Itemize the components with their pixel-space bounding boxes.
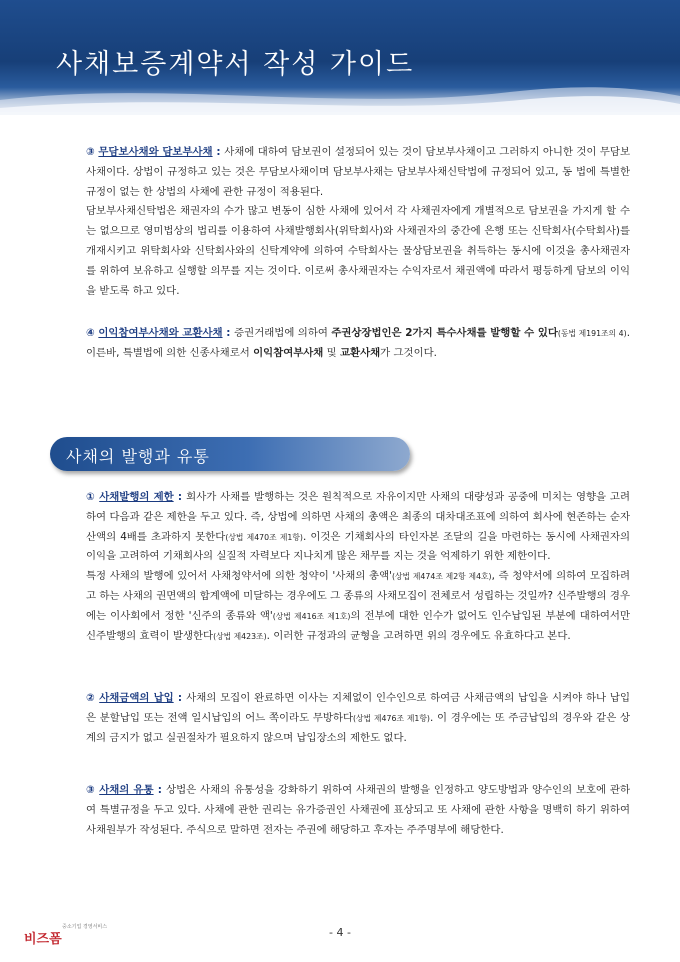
item-secured-bonds	[86, 143, 630, 309]
page-number: - 4 -	[329, 926, 351, 939]
item-bond-payment	[86, 689, 630, 769]
item-number: ④	[86, 327, 95, 339]
item-text: 특정 사채의 발행에 있어서 사채청약서에 의한 청약이 '사채의 총액'	[86, 570, 392, 583]
item-bond-circulation	[86, 781, 630, 861]
item-text: 및	[323, 346, 340, 359]
brand-logo: 비즈폼	[24, 932, 62, 947]
item-colon: :	[173, 491, 187, 503]
legal-citation: (상법 제474조 제2항 제4호)	[391, 572, 492, 582]
item-text: 가 그것이다.	[380, 346, 437, 359]
legal-citation: (상법 제416조 제1호)	[272, 611, 351, 621]
page-header	[0, 0, 680, 112]
item-text: 증권거래법에 의하여	[234, 327, 332, 339]
legal-citation: (동법 제191조의 4)	[557, 329, 627, 338]
item-text: 사채에 대하여 담보권이 설정되어 있는 것이 담보부사채이고 그러하지 아니한 것이 무담보사채이다. 상법이 규정하고 있는 것은 무담보사채이며 담보부사채는 담보부사채신탁법에 규정되어 있고, 동 법에 특별한 규정이 없는 한 상법의 사채에 관한 규정이 적용된다.	[86, 146, 630, 198]
item-text: . 이른바, 특별법에 의한 신종사채로서	[86, 327, 630, 359]
legal-citation: (상법 제476조 제1항)	[353, 713, 430, 723]
section-title: 사채의 발행과 유통	[66, 447, 210, 466]
item-term: 이익참여부사채와 교환사채	[98, 327, 223, 339]
item-text-2: 담보부사채신탁법은 채권자의 수가 많고 변동이 심한 사채에 있어서 각 사채권자에게 개별적으로 담보권을 가지게 할 수는 없으므로 영미법상의 법리를 이용하여 사채발행회사(위탁회사)와 사채권자의 중간에 은행 또는 신탁회사(수탁회사)를 개재시키고 위탁회사와 신탁회사와의 신탁계약에 의하여 수탁회사는 물상담보권을 취득하는 동시에 이것을 총사채권자를 위하여 보유하고 실행할 의무를 지는 것이다. 이로써 총사채권자는 수익자로서 채권액에 따라서 평등하게 담보의 이익을 받도록 하고 있다.	[86, 205, 630, 297]
item-text: 회사가 사채를 발행하는 것은 원칙적으로 자유이지만 사채의 대량성과 공중에 미치는 영향을 고려하여 다음과 같은 제한을 두고 있다. 즉, 상법에 의하면 사채의 총액은 최종의 대차대조표에 의하여 회사에 현존하는 순자산액의 4배를 초과하지 못한다	[86, 491, 631, 543]
item-number: ③	[86, 784, 96, 796]
item-term: 사채금액의 납입	[99, 692, 174, 704]
item-number: ②	[86, 692, 96, 704]
item-term: 사채의 유통	[99, 784, 154, 796]
item-number: ①	[86, 491, 96, 503]
brand-logo-subtitle: 중소기업 경영서비스	[62, 924, 108, 930]
item-profit-sharing-bonds	[86, 324, 630, 366]
item-number: ③	[86, 146, 95, 158]
page-title: 사채보증계약서 작성 가이드	[56, 49, 415, 80]
item-text: . 이러한 규정과의 균형을 고려하면 위의 경우에도 유효하다고 본다.	[266, 629, 571, 642]
item-bold-text: 교환사채	[340, 346, 381, 359]
item-text: 사채의 모집이 완료하면 이사는 지체없이 인수인으로 하여금 사채금액의 납입을 시켜야 하나 납입은 분할납입 또는 전액 일시납입의 어느 쪽이라도 무방하다	[86, 692, 631, 724]
item-term: 무담보사채와 담보부사채	[98, 146, 213, 158]
section-heading-bar	[50, 437, 410, 471]
legal-citation: (상법 제423조)	[213, 631, 267, 641]
item-colon: :	[153, 784, 167, 796]
item-text: 의 전부에 대한 인수가 없어도 인수납입된 부분에 대하여서만 신주발행의 효력이 발생한다	[86, 609, 630, 642]
item-bond-issue-limits	[86, 488, 630, 674]
item-text: . 이 경우에는 또 주금납입의 경우와 같은 상계의 금지가 없고 실권절차가 필요하지 않으며 납입장소의 제한도 없다.	[86, 711, 631, 744]
item-bold-text: 주권상장법인은 2가지 특수사채를 발행할 수 있다	[331, 327, 558, 339]
item-text: . 이것은 기채회사의 타인자본 조달의 길을 마련하는 동시에 사채권자의 이익을 고려하여 기채회사의 실질적 자력보다 지나치게 많은 채무를 지는 것을 억제하기 위한 제한이다.	[86, 530, 630, 563]
legal-citation: (상법 제470조 제1항)	[225, 532, 303, 542]
item-text: , 즉 청약서에 의하여 모집하려고 하는 사채의 권면액의 합계액에 미달하는 경우에도 그 종류의 사채모집이 전체로서 성립하는 것일까? 신주발행의 경우에는 이사회에서 정한 '신주의 종류와 액'	[86, 570, 630, 622]
item-colon: :	[222, 327, 235, 339]
item-bold-text: 이익참여부사채	[253, 346, 324, 359]
item-text: 상법은 사채의 유통성을 강화하기 위하여 사채권의 발행을 인정하고 양도방법과 양수인의 보호에 관하여 특별규정을 두고 있다. 사채에 관한 권리는 유가증권인 사채권에 표상되고 또 사채에 관한 사항을 명백히 하기 위하여 사채원부가 작성된다. 주식으로 말하면 전자는 주권에 해당하고 후자는 주주명부에 해당한다.	[86, 784, 631, 836]
item-colon: :	[212, 146, 225, 158]
item-term: 사채발행의 제한	[99, 491, 174, 503]
item-colon: :	[173, 692, 187, 704]
